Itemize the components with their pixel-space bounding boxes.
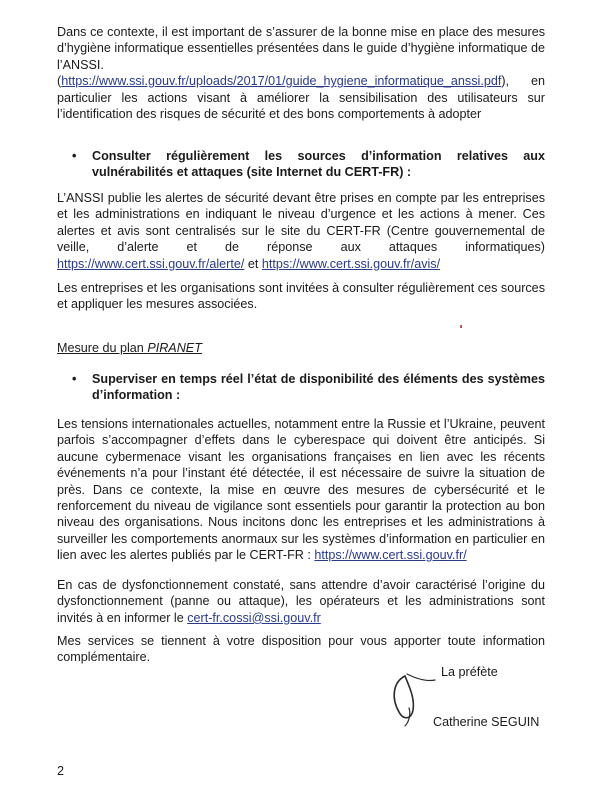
page-number: 2 bbox=[57, 764, 65, 778]
section-heading-plan-name: PIRANET bbox=[147, 341, 202, 355]
bullet-marker: • bbox=[72, 372, 77, 386]
bullet-heading-consult-sources: Consulter régulièrement les sources d’information relatives aux vulnérabilités et attaques (site Internet du CERT-FR) : bbox=[92, 149, 545, 180]
tensions-text: Les tensions internationales actuelles, notamment entre la Russie et l’Ukraine, peuvent parfois s’accompagner d’effets dans le cyberespace qui doivent être anticipés. Si aucune cybermenace visant les organisations françaises en lien avec les récents événements n’a pour l’instant été détectée, il est nécessaire de suivre la situation de près. Dans ce contexte, la mise en œuvre des mesures de cybersécurité et le renforcement du niveau de vigilance sont essentiels pour garantir la protection au bon niveau des organisations. Nous incitons donc les entreprises et les administrations à surveiller les comportements anormaux sur les systèmes d’information en particulier en lien avec les alertes publiés par le CERT-FR : bbox=[57, 417, 545, 563]
signature-name: Catherine SEGUIN bbox=[433, 715, 540, 729]
cossi-email-link[interactable]: cert-fr.cossi@ssi.gouv.fr bbox=[187, 610, 321, 625]
dysfonction-paragraph bbox=[57, 577, 545, 626]
anssi-paragraph bbox=[57, 190, 545, 272]
intro-paragraph bbox=[57, 24, 545, 122]
closing-text: Mes services se tiennent à votre disposition pour vous apporter toute information complémentaire. bbox=[57, 634, 545, 665]
bullet-marker: • bbox=[72, 149, 77, 163]
anssi-text: L’ANSSI publie les alertes de sécurité devant être prises en compte par les entreprises et les administrations en indiquant le niveau d’urgence et les actions à mener. Ces alertes et avis sont centralisés sur le site du CERT-FR (Centre gouvernemental de veille, d’alerte et de réponse aux attaques informatiques) bbox=[57, 191, 545, 255]
invite-text: Les entreprises et les organisations sont invitées à consulter régulièrement ces sources et appliquer les mesures associées. bbox=[57, 281, 545, 312]
cert-avis-link[interactable]: https://www.cert.ssi.gouv.fr/avis/ bbox=[261, 256, 441, 271]
link-connector: et bbox=[247, 256, 259, 271]
cert-alerte-link[interactable]: https://www.cert.ssi.gouv.fr/alerte/ bbox=[57, 256, 245, 271]
tensions-paragraph bbox=[57, 416, 545, 564]
intro-text: Dans ce contexte, il est important de s’assurer de la bonne mise en place des mesures d’hygiène informatique essentielles présentées dans le guide d’hygiène informatique de l’ANSSI. bbox=[57, 25, 545, 72]
section-heading bbox=[57, 340, 202, 356]
closing-paragraph bbox=[57, 633, 545, 666]
section-heading-prefix: Mesure du plan bbox=[57, 341, 144, 355]
intro-link-close: ), bbox=[501, 74, 510, 89]
signature-title: La préfète bbox=[441, 665, 498, 679]
invite-paragraph bbox=[57, 280, 545, 313]
scan-speck bbox=[460, 325, 462, 328]
bullet-heading-supervise: Superviser en temps réel l’état de disponibilité des éléments des systèmes d’information : bbox=[92, 372, 545, 403]
intro-text-after: en particulier les actions visant à améliorer la sensibilisation des utilisateurs sur l’identification des risques de sécurité et des bons comportements à adopter bbox=[57, 74, 545, 122]
hygiene-guide-link[interactable]: https://www.ssi.gouv.fr/uploads/2017/01/guide_hygiene_informatique_anssi.pdf bbox=[61, 74, 502, 89]
dysfonction-text: En cas de dysfonctionnement constaté, sans attendre d’avoir caractérisé l’origine du dysfonctionnement (panne ou attaque), les opérateurs et les administrations sont invités à en informer le bbox=[57, 578, 545, 625]
intro-link-open: ( bbox=[57, 74, 62, 89]
cert-home-link[interactable]: https://www.cert.ssi.gouv.fr/ bbox=[314, 548, 467, 563]
